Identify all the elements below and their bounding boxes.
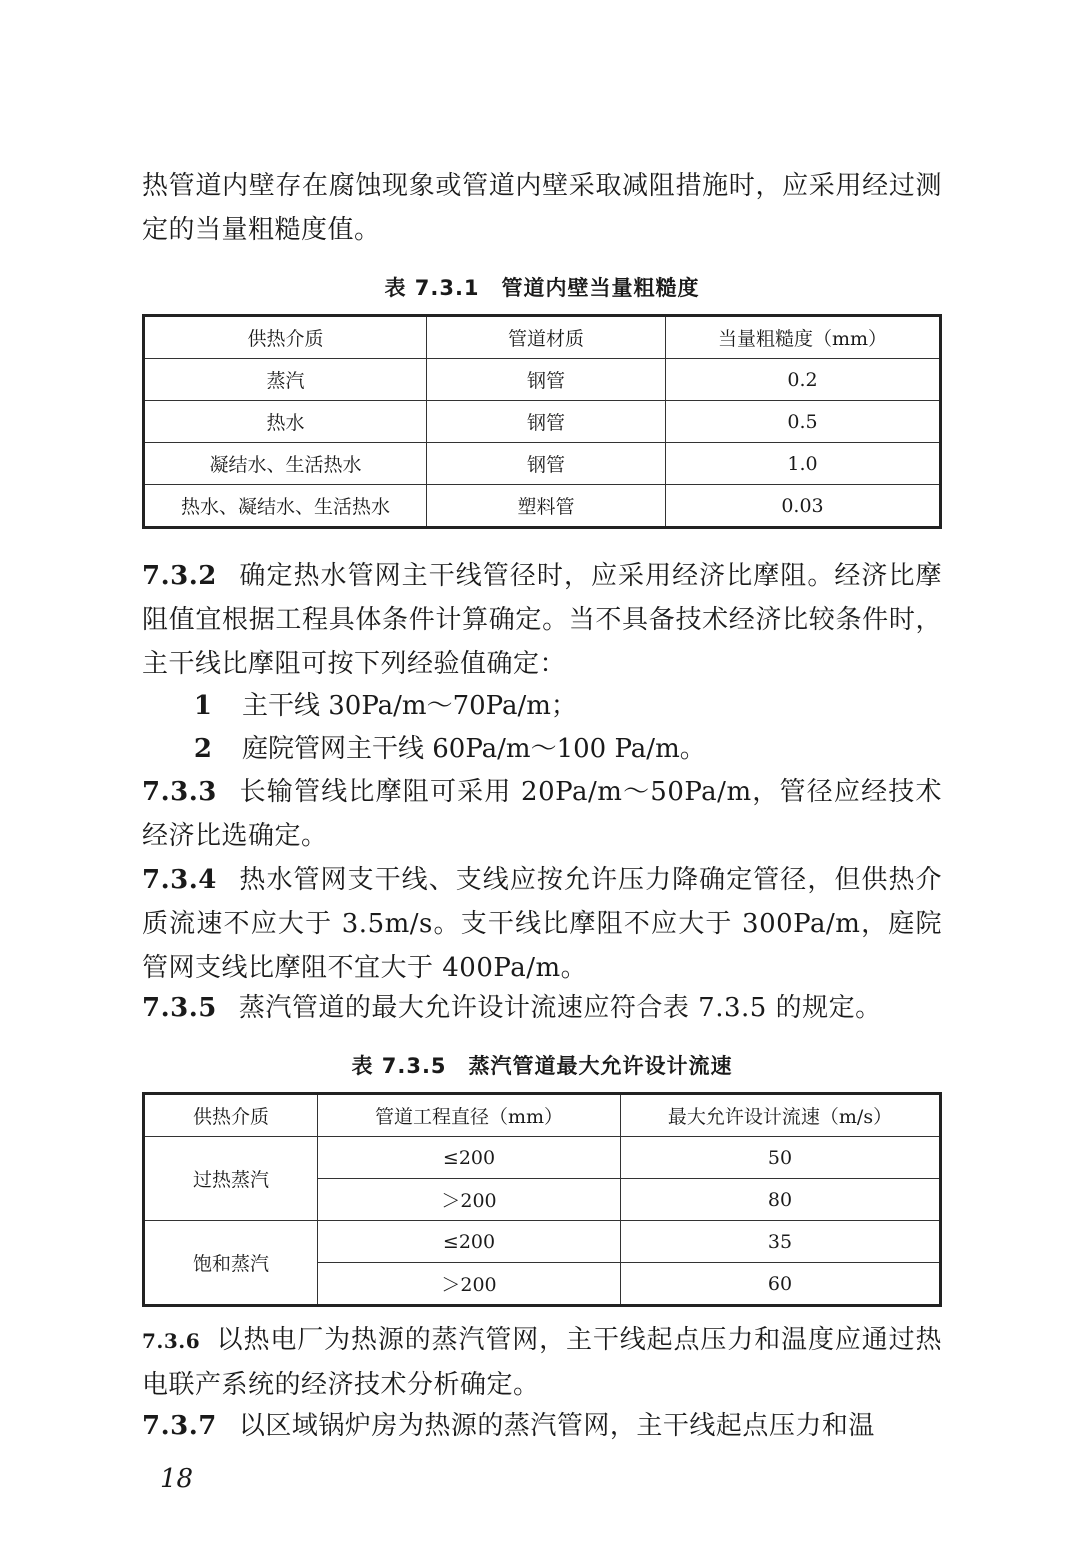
intro-paragraph: 热管道内壁存在腐蚀现象或管道内壁采取减阻措施时，应采用经过测定的当量粗糙度值。 xyxy=(142,171,942,245)
clause-text: 确定热水管网主干线管径时，应采用经济比摩阻。经济比摩阻值宜根据工程具体条件计算确定。当不具备技术经济比较条件时，主干线比摩阻可按下列经验值确定： xyxy=(142,561,942,679)
table-cell: 钢管 xyxy=(427,401,666,443)
table2-caption: 表 7.3.5 蒸汽管道最大允许设计流速 xyxy=(351,1054,733,1078)
table-cell: 0.5 xyxy=(666,401,941,443)
table-cell-medium: 过热蒸汽 xyxy=(144,1137,318,1221)
table-cell: 凝结水、生活热水 xyxy=(144,443,427,485)
table-cell: ＞200 xyxy=(318,1263,621,1306)
clause-7-3-3 xyxy=(142,770,942,858)
clause-number: 7.3.4 xyxy=(142,865,217,895)
clause-7-3-4 xyxy=(142,858,942,990)
clause-7-3-2 xyxy=(142,554,942,686)
roughness-table xyxy=(142,314,942,529)
table-header-cell: 供热介质 xyxy=(144,316,427,359)
table-header-row xyxy=(144,316,941,359)
clause-number: 7.3.3 xyxy=(142,777,217,807)
table-row xyxy=(144,485,941,528)
table-row xyxy=(144,1137,941,1179)
table-cell: 0.03 xyxy=(666,485,941,528)
clause-7-3-5 xyxy=(142,986,942,1030)
table-cell: 80 xyxy=(621,1179,941,1221)
clause-number: 7.3.5 xyxy=(142,993,217,1023)
steam-velocity-table xyxy=(142,1092,942,1307)
page-number: 18 xyxy=(160,1464,194,1494)
table-header-cell: 供热介质 xyxy=(144,1094,318,1137)
table-cell: 50 xyxy=(621,1137,941,1179)
list-item xyxy=(142,684,942,728)
table1-caption: 表 7.3.1 管道内壁当量粗糙度 xyxy=(384,276,700,300)
table-header-cell: 管道材质 xyxy=(427,316,666,359)
table-cell: ≤200 xyxy=(318,1221,621,1263)
table-cell: 60 xyxy=(621,1263,941,1306)
clause-7-3-7 xyxy=(142,1404,942,1448)
list-item-index: 1 xyxy=(193,691,212,721)
table-cell: 钢管 xyxy=(427,359,666,401)
list-item-index: 2 xyxy=(193,734,212,764)
table-cell: 塑料管 xyxy=(427,485,666,528)
table-row xyxy=(144,359,941,401)
table-cell: 蒸汽 xyxy=(144,359,427,401)
clause-text: 热水管网支干线、支线应按允许压力降确定管径，但供热介质流速不应大于 3.5m/s。支干线比摩阻不应大于 300Pa/m，庭院管网支线比摩阻不宜大于 400Pa/m。 xyxy=(142,865,942,983)
clause-number: 7.3.2 xyxy=(142,561,217,591)
table-header-cell: 最大允许设计流速（m/s） xyxy=(621,1094,941,1137)
table-cell: 热水、凝结水、生活热水 xyxy=(144,485,427,528)
table-cell: 钢管 xyxy=(427,443,666,485)
clause-text: 长输管线比摩阻可采用 20Pa/m～50Pa/m，管径应经技术经济比选确定。 xyxy=(142,777,942,851)
clause-text: 以区域锅炉房为热源的蒸汽管网，主干线起点压力和温 xyxy=(238,1411,875,1441)
table-cell: ≤200 xyxy=(318,1137,621,1179)
table-cell: 35 xyxy=(621,1221,941,1263)
clause-number: 7.3.7 xyxy=(142,1411,217,1441)
table-cell: ＞200 xyxy=(318,1179,621,1221)
clause-text: 蒸汽管道的最大允许设计流速应符合表 7.3.5 的规定。 xyxy=(238,993,882,1023)
clause-text: 以热电厂为热源的蒸汽管网，主干线起点压力和温度应通过热电联产系统的经济技术分析确定。 xyxy=(142,1325,942,1400)
table-cell: 0.2 xyxy=(666,359,941,401)
list-item xyxy=(142,727,942,771)
table-row xyxy=(144,443,941,485)
table-header-row xyxy=(144,1094,941,1137)
table-cell: 1.0 xyxy=(666,443,941,485)
list-item-text: 庭院管网主干线 60Pa/m～100 Pa/m。 xyxy=(242,734,706,764)
clause-7-3-6 xyxy=(142,1318,942,1407)
table-row xyxy=(144,1221,941,1263)
list-item-text: 主干线 30Pa/m～70Pa/m； xyxy=(242,691,577,721)
clause-number: 7.3.6 xyxy=(142,1329,201,1353)
table-header-cell: 当量粗糙度（mm） xyxy=(666,316,941,359)
table-header-cell: 管道工程直径（mm） xyxy=(318,1094,621,1137)
table-cell-medium: 饱和蒸汽 xyxy=(144,1221,318,1306)
table-row xyxy=(144,401,941,443)
table-cell: 热水 xyxy=(144,401,427,443)
